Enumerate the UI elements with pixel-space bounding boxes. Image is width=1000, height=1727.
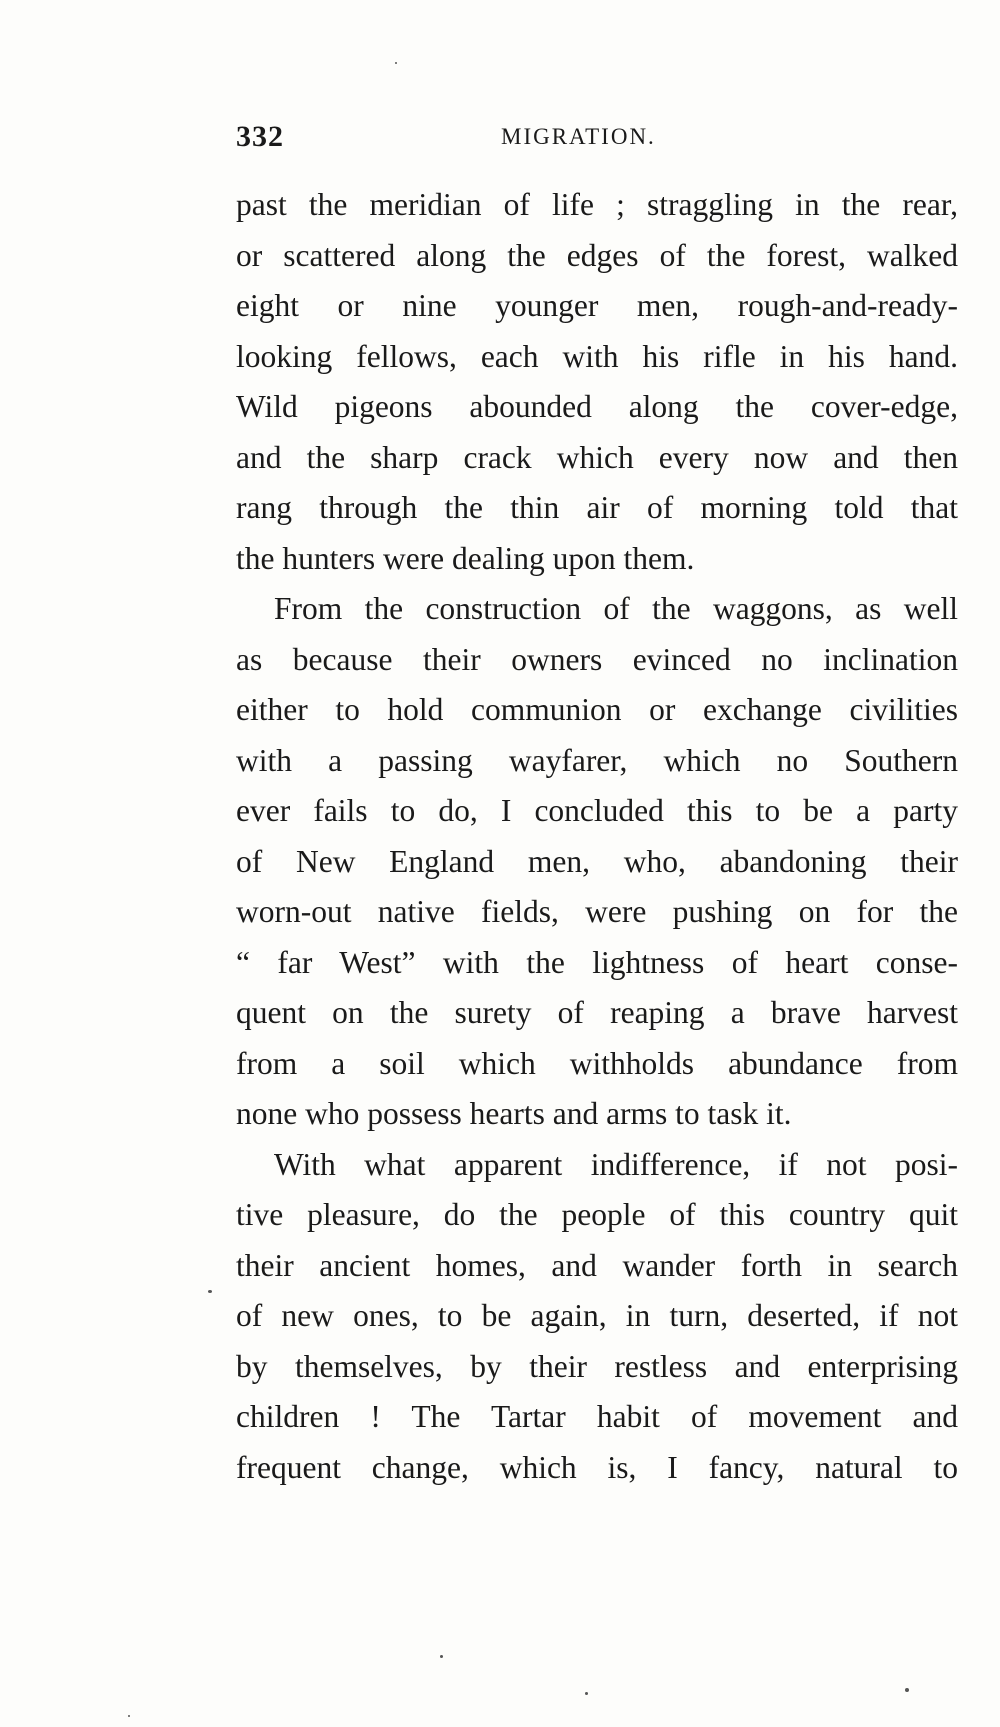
text-line: From the construction of the waggons, as well	[274, 591, 958, 626]
scan-speck	[905, 1688, 909, 1692]
text-line: either to hold communion or exchange civilities	[236, 692, 958, 727]
paragraph	[236, 1140, 958, 1494]
text-line: rang through the thin air of morning told that	[236, 490, 958, 525]
text-line: ever fails to do, I concluded this to be a party	[236, 793, 958, 828]
scan-speck	[208, 1290, 212, 1293]
text-line: looking fellows, each with his rifle in his hand.	[236, 338, 958, 374]
page-header	[236, 120, 958, 160]
text-line: worn-out native fields, were pushing on for the	[236, 894, 958, 929]
paragraph	[236, 584, 958, 1140]
scan-speck	[585, 1692, 588, 1695]
text-line: their ancient homes, and wander forth in search	[236, 1247, 958, 1283]
text-line: Wild pigeons abounded along the cover-edge,	[236, 389, 958, 424]
text-line: quent on the surety of reaping a brave harvest	[236, 995, 958, 1030]
paragraph	[236, 180, 958, 584]
text-line: of New England men, who, abandoning their	[236, 843, 958, 879]
text-line: With what apparent indifference, if not posi-	[274, 1146, 958, 1182]
text-line: or scattered along the edges of the forest, walked	[236, 237, 958, 273]
text-line: frequent change, which is, I fancy, natural to	[236, 1449, 958, 1485]
text-line: “ far West” with the lightness of heart conse-	[236, 944, 958, 980]
text-line: as because their owners evinced no inclination	[236, 641, 958, 677]
text-line: the hunters were dealing upon them.	[236, 540, 695, 576]
text-line: none who possess hearts and arms to task it.	[236, 1096, 792, 1131]
scan-speck	[440, 1655, 443, 1658]
text-line: tive pleasure, do the people of this country quit	[236, 1197, 958, 1232]
text-line: eight or nine younger men, rough-and-ready-	[236, 288, 958, 323]
text-line: with a passing wayfarer, which no Southern	[236, 742, 958, 778]
page-number: 332	[236, 120, 284, 153]
text-line: children ! The Tartar habit of movement and	[236, 1399, 958, 1434]
text-line: and the sharp crack which every now and then	[236, 439, 958, 475]
body-text	[236, 180, 958, 1493]
scan-speck	[395, 62, 397, 64]
running-head: MIGRATION.	[501, 124, 656, 149]
scan-speck	[128, 1715, 130, 1717]
text-line: past the meridian of life ; straggling in the rear,	[236, 187, 958, 222]
text-line: by themselves, by their restless and enterprising	[236, 1348, 958, 1384]
text-line: of new ones, to be again, in turn, deserted, if not	[236, 1298, 958, 1333]
text-line: from a soil which withholds abundance from	[236, 1045, 958, 1081]
